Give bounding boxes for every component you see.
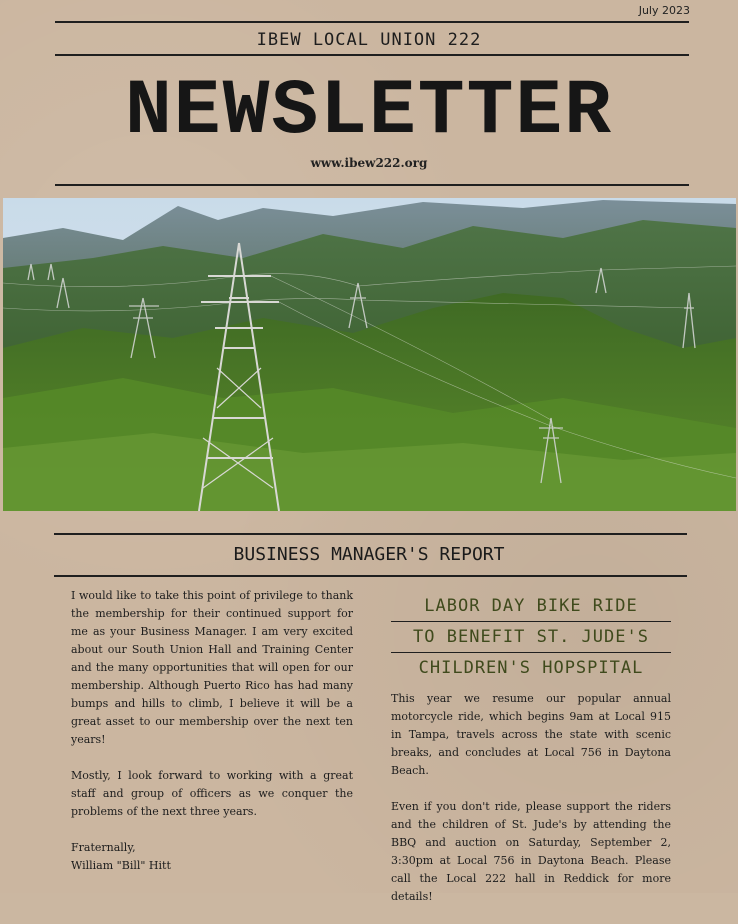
- report-signature: William "Bill" Hitt: [71, 859, 171, 872]
- bike-paragraph-1: This year we resume our popular annual motorcycle ride, which begins 9am at Local 915 in Tampa, travels across the state with scenic breaks, and concludes at Local 756 in Daytona Beach.: [391, 692, 671, 777]
- section-rule-bottom: [54, 575, 687, 577]
- masthead-rule-bottom: [55, 184, 689, 186]
- newsletter-title: NEWSLETTER: [124, 68, 614, 156]
- section-rule-top: [54, 533, 687, 535]
- masthead-rule-top: [55, 21, 689, 23]
- bike-title-rule-1: [391, 621, 671, 622]
- website-link[interactable]: www.ibew222.org: [310, 156, 428, 170]
- report-paragraph-2: Mostly, I look forward to working with a great staff and group of officers as we conquer the problems of the next three years.: [71, 769, 353, 818]
- report-closing: Fraternally,: [71, 841, 136, 854]
- bike-ride-title-line-1: LABOR DAY BIKE RIDE: [424, 596, 638, 616]
- mountain-landscape-icon: [3, 200, 736, 511]
- business-report-heading: BUSINESS MANAGER'S REPORT: [233, 544, 505, 565]
- report-paragraph-1: I would like to take this point of privilege to thank the membership for their continued support for me as your Business Manager. I am very excited about our South Union Hall and Training Center and the many opportunities that will open for our membership. Although Puerto Rico has had many bumps and hills to climb, I believe it will be a great asset to our membership over the next ten years!: [71, 589, 353, 746]
- hero-image: [3, 198, 736, 511]
- union-name: IBEW LOCAL UNION 222: [256, 30, 482, 50]
- bike-ride-body: [391, 690, 671, 924]
- bike-ride-title-line-2: TO BENEFIT ST. JUDE'S: [413, 627, 649, 647]
- bike-title-rule-2: [391, 652, 671, 653]
- masthead-rule-middle: [55, 54, 689, 56]
- bike-ride-title-line-3: CHILDREN'S HOPSPITAL: [418, 658, 644, 678]
- business-report-body: [71, 587, 353, 875]
- bike-paragraph-2: Even if you don't ride, please support the riders and the children of St. Jude's by attending the BBQ and auction on Saturday, September 2, 3:30pm at Local 756 in Daytona Beach. Please call the Local 222 hall in Reddick for more details!: [391, 800, 671, 903]
- issue-date: July 2023: [638, 4, 690, 17]
